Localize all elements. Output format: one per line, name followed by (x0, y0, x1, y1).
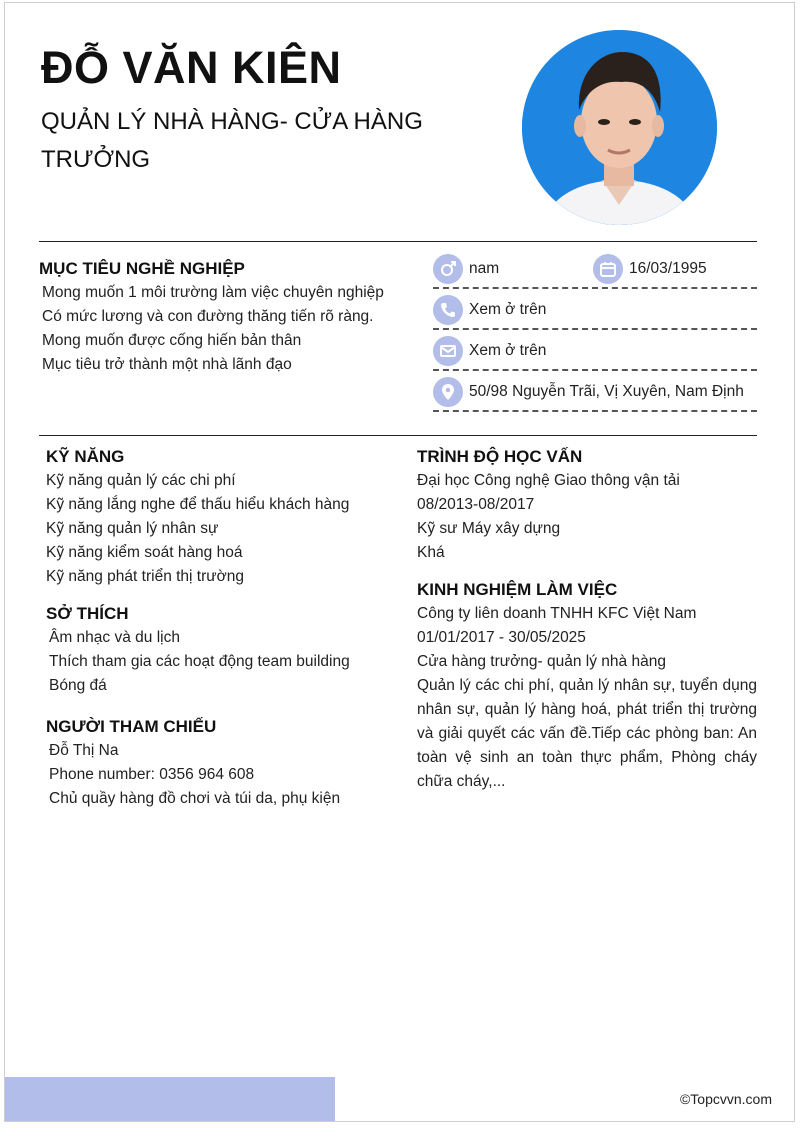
reference-role: Chủ quầy hàng đồ chơi và túi da, phụ kiện (49, 790, 341, 807)
contact-row-personal (433, 249, 757, 289)
references-title: NGƯỜI THAM CHIẾU (46, 717, 217, 736)
email-value: Xem ở trên (469, 342, 547, 359)
phone-icon (433, 295, 463, 325)
objective-section (39, 257, 419, 377)
experience-description: Quản lý các chi phí, quản lý nhân sự, tuyển dụng nhân sự, quản lý hàng hoá, phát triển thị trường và giải quyết các vấn đề.Tiếp các phòng ban: An toàn vệ sinh an toàn thực phẩm, Phòng cháy chữa cháy,... (417, 677, 757, 790)
hobby-item: Bóng đá (49, 677, 107, 694)
calendar-icon (593, 254, 623, 284)
education-school: Đại học Công nghệ Giao thông vận tải (417, 472, 680, 489)
objective-line: Mong muốn 1 môi trường làm việc chuyên nghiệp (42, 284, 384, 301)
email-icon (433, 336, 463, 366)
experience-company: Công ty liên doanh TNHH KFC Việt Nam (417, 605, 697, 622)
contact-row-address (433, 372, 757, 412)
job-title: QUẢN LÝ NHÀ HÀNG- CỬA HÀNG TRƯỞNG (41, 108, 423, 173)
footer-accent-bar (5, 1077, 335, 1122)
location-icon (433, 377, 463, 407)
hobby-item: Âm nhạc và du lịch (49, 629, 180, 646)
education-grade: Khá (417, 544, 445, 561)
references-section (46, 715, 386, 811)
divider (39, 241, 757, 242)
hobby-item: Thích tham gia các hoạt động team building (49, 653, 350, 670)
experience-title: KINH NGHIỆM LÀM VIỆC (417, 580, 618, 599)
education-section (417, 445, 757, 565)
reference-phone: Phone number: 0356 964 608 (49, 766, 255, 783)
birthdate-value: 16/03/1995 (629, 260, 707, 277)
skill-item: Kỹ năng kiểm soát hàng hoá (46, 544, 243, 561)
copyright-text: ©Topcvvn.com (679, 1091, 772, 1107)
skill-item: Kỹ năng phát triển thị trường (46, 568, 245, 585)
profile-photo (522, 30, 717, 225)
hobbies-title: SỞ THÍCH (46, 604, 129, 623)
skill-item: Kỹ năng lắng nghe để thấu hiểu khách hàng (46, 496, 350, 513)
reference-name: Đỗ Thị Na (49, 742, 119, 759)
divider (39, 435, 757, 436)
experience-section (417, 578, 757, 794)
objective-line: Có mức lương và con đường thăng tiến rõ ràng. (42, 308, 374, 325)
experience-period: 01/01/2017 - 30/05/2025 (417, 629, 586, 646)
skills-title: KỸ NĂNG (46, 447, 125, 466)
address-value: 50/98 Nguyễn Trãi, Vị Xuyên, Nam Định (469, 383, 744, 400)
objective-line: Mục tiêu trở thành một nhà lãnh đạo (42, 356, 292, 373)
education-period: 08/2013-08/2017 (417, 496, 535, 513)
skill-item: Kỹ năng quản lý các chi phí (46, 472, 236, 489)
hobbies-section (46, 602, 386, 698)
gender-value: nam (469, 260, 500, 277)
gender-icon (433, 254, 463, 284)
objective-line: Mong muốn được cống hiến bản thân (42, 332, 302, 349)
objective-title: MỤC TIÊU NGHỀ NGHIỆP (39, 259, 245, 278)
candidate-name: ĐỖ VĂN KIÊN (41, 42, 342, 93)
experience-position: Cửa hàng trưởng- quản lý nhà hàng (417, 653, 666, 670)
contact-row-phone (433, 290, 757, 330)
cv-page (4, 2, 795, 1122)
contact-row-email (433, 331, 757, 371)
skills-section (46, 445, 386, 589)
education-major: Kỹ sư Máy xây dựng (417, 520, 561, 537)
skill-item: Kỹ năng quản lý nhân sự (46, 520, 219, 537)
education-title: TRÌNH ĐỘ HỌC VẤN (417, 447, 583, 466)
phone-value: Xem ở trên (469, 301, 547, 318)
